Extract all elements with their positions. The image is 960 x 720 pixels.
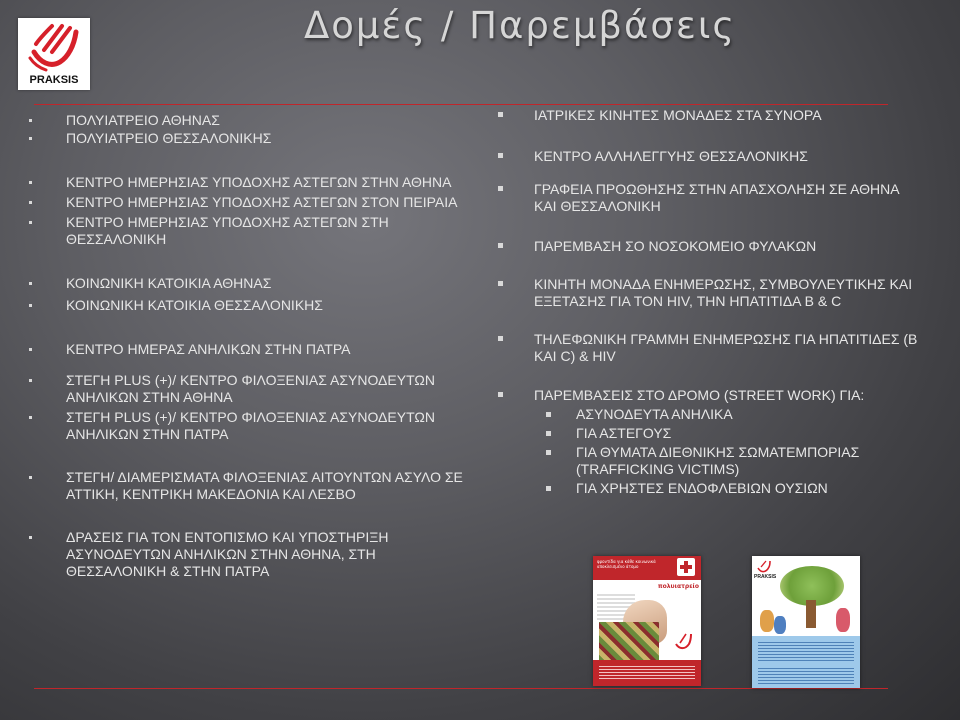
praksis-hand-icon [26,22,82,74]
bullet-icon [29,476,32,479]
list-item-text: ΠΟΛΥΙΑΤΡΕΙΟ ΘΕΣΣΑΛΟΝΙΚΗΣ [66,130,272,146]
list-item-text: ΚΕΝΤΡΟ ΗΜΕΡΑΣ ΑΝΗΛΙΚΩΝ ΣΤΗΝ ΠΑΤΡΑ [66,341,351,357]
bullet-icon [546,450,551,455]
sublist-item [576,480,924,497]
list-item-text: ΣΤΕΓΗ PLUS (+)/ ΚΕΝΤΡΟ ΦΙΛΟΞΕΝΙΑΣ ΑΣΥΝΟΔΕΥΤΩΝ ΑΝΗΛΙΚΩΝ ΣΤΗΝ ΠΑΤΡΑ [66,409,435,442]
bottom-divider [34,688,888,689]
list-item-text: ΚΕΝΤΡΟ ΗΜΕΡΗΣΙΑΣ ΥΠΟΔΟΧΗΣ ΑΣΤΕΓΩΝ ΣΤΗΝ ΑΘΗΝΑ [66,174,452,190]
bullet-icon [546,431,551,436]
brochure-info-panel [752,636,860,688]
top-divider [34,104,888,105]
sublist-item-text: ΑΣΥΝΟΔΕΥΤΑ ΑΝΗΛΙΚΑ [576,406,733,422]
bullet-icon [546,412,551,417]
bullet-icon [498,392,503,397]
list-item-text: ΠΑΡΕΜΒΑΣΕΙΣ ΣΤΟ ΔΡΟΜΟ (STREET WORK) ΓΙΑ: [534,387,865,403]
sublist-item-text: ΓΙΑ ΘΥΜΑΤΑ ΔΙΕΘΝΙΚΗΣ ΣΩΜΑΤΕΜΠΟΡΙΑΣ (TRAFFICKING VICTIMS) [576,444,860,477]
tree-trunk-icon [806,600,816,628]
list-item-text: ΠΟΛΥΙΑΤΡΕΙΟ ΑΘΗΝΑΣ [66,112,220,128]
bullet-icon [29,304,32,307]
list-item [534,276,924,310]
sublist-item [576,444,924,478]
list-item [66,297,466,314]
list-item [66,529,466,580]
logo-text: PRAKSIS [29,74,79,86]
list-item-text: ΚΟΙΝΩΝΙΚΗ ΚΑΤΟΙΚΙΑ ΑΘΗΝΑΣ [66,275,272,291]
street-work-sublist [576,406,924,497]
praksis-hand-icon [673,632,693,652]
bullet-icon [29,221,32,224]
list-item [534,107,924,124]
list-item-text: ΠΑΡΕΜΒΑΣΗ ΣΟ ΝΟΣΟΚΟΜΕΙΟ ΦΥΛΑΚΩΝ [534,238,817,254]
list-item [66,469,466,503]
children-brochure-image [752,556,860,688]
list-item [66,214,466,248]
list-item [66,341,466,358]
list-item-text: ΚΕΝΤΡΟ ΑΛΛΗΛΕΓΓΥΗΣ ΘΕΣΣΑΛΟΝΙΚΗΣ [534,148,808,164]
list-item [66,194,466,211]
left-services-list [66,112,466,580]
brochure-logo-text: PRAKSIS [754,574,777,580]
page-title: Δομές / Παρεμβάσεις [303,4,737,47]
bullet-icon [29,137,32,140]
bullet-icon [498,281,503,286]
sublist-item [576,406,924,423]
list-item-text: ΓΡΑΦΕΙΑ ΠΡΟΩΘΗΣΗΣ ΣΤΗΝ ΑΠΑΣΧΟΛΗΣΗ ΣΕ ΑΘΗΝΑ ΚΑΙ ΘΕΣΣΑΛΟΝΙΚΗ [534,181,899,214]
right-services-list [534,107,924,499]
list-item [534,331,924,365]
list-item-text: ΚΕΝΤΡΟ ΗΜΕΡΗΣΙΑΣ ΥΠΟΔΟΧΗΣ ΑΣΤΕΓΩΝ ΣΤΟΝ ΠΕΙΡΑΙΑ [66,194,458,210]
sublist-item-text: ΓΙΑ ΧΡΗΣΤΕΣ ΕΝΔΟΦΛΕΒΙΩΝ ΟΥΣΙΩΝ [576,480,828,496]
praksis-hand-icon [756,560,772,574]
sublist-item [576,425,924,442]
list-item [66,275,466,292]
praksis-logo [18,18,90,90]
bullet-icon [498,112,503,117]
list-item-text: ΙΑΤΡΙΚΕΣ ΚΙΝΗΤΕΣ ΜΟΝΑΔΕΣ ΣΤΑ ΣΥΝΟΡΑ [534,107,822,123]
brochure-heading: πολυιατρείο [657,583,699,590]
bullet-icon [29,181,32,184]
list-item [66,130,466,147]
list-item-text: ΤΗΛΕΦΩΝΙΚΗ ΓΡΑΜΜΗ ΕΝΗΜΕΡΩΣΗΣ ΓΙΑ ΗΠΑΤΙΤΙΔΕΣ (B ΚΑΙ C) & HIV [534,331,918,364]
bullet-icon [498,153,503,158]
bullet-icon [29,119,32,122]
list-item-text: ΣΤΕΓΗ PLUS (+)/ ΚΕΝΤΡΟ ΦΙΛΟΞΕΝΙΑΣ ΑΣΥΝΟΔΕΥΤΩΝ ΑΝΗΛΙΚΩΝ ΣΤΗΝ ΑΘΗΝΑ [66,372,435,405]
cross-icon [677,558,695,576]
bullet-icon [498,336,503,341]
bullet-icon [29,201,32,204]
child-figure-icon [760,610,774,632]
list-item-text: ΚΕΝΤΡΟ ΗΜΕΡΗΣΙΑΣ ΥΠΟΔΟΧΗΣ ΑΣΤΕΓΩΝ ΣΤΗ ΘΕΣΣΑΛΟΝΙΚΗ [66,214,389,247]
polyclinic-brochure-image [593,556,701,686]
bullet-icon [546,486,551,491]
child-figure-icon [774,616,786,634]
bullet-icon [29,536,32,539]
list-item [534,387,924,497]
list-item [534,181,924,215]
bullet-icon [29,416,32,419]
child-figure-icon [836,608,850,632]
bullet-icon [29,348,32,351]
list-item-text: ΣΤΕΓΗ/ ΔΙΑΜΕΡΙΣΜΑΤΑ ΦΙΛΟΞΕΝΙΑΣ ΑΙΤΟΥΝΤΩΝ ΑΣΥΛΟ ΣΕ ΑΤΤΙΚΗ, ΚΕΝΤΡΙΚΗ ΜΑΚΕΔΟΝΙΑ ΚΑΙ ΛΕΣΒΟ [66,469,463,502]
list-item-text: ΔΡΑΣΕΙΣ ΓΙΑ ΤΟΝ ΕΝΤΟΠΙΣΜΟ ΚΑΙ ΥΠΟΣΤΗΡΙΞΗ ΑΣΥΝΟΔΕΥΤΩΝ ΑΝΗΛΙΚΩΝ ΣΤΗΝ ΑΘΗΝΑ, ΣΤΗ ΘΕΣΣΑΛΟΝΙΚΗ & ΣΤΗΝ ΠΑΤΡΑ [66,529,389,579]
sublist-item-text: ΓΙΑ ΑΣΤΕΓΟΥΣ [576,425,672,441]
bullet-icon [29,282,32,285]
list-item [66,174,466,191]
list-item-text: ΚΙΝΗΤΗ ΜΟΝΑΔΑ ΕΝΗΜΕΡΩΣΗΣ, ΣΥΜΒΟΥΛΕΥΤΙΚΗΣ ΚΑΙ ΕΞΕΤΑΣΗΣ ΓΙΑ ΤΟΝ HIV, ΤΗΝ ΗΠΑΤΙΤΙΔΑ Β & C [534,276,913,309]
list-item [534,238,924,255]
brochure-banner-text: φροντίδα για κάθε κοινωνικά αποκλεισμένο άτομο [597,559,656,569]
blanket-photo-icon [599,622,659,662]
brochure-footer [593,660,701,686]
list-item [534,148,924,165]
list-item [66,112,466,129]
bullet-icon [498,243,503,248]
bullet-icon [498,186,503,191]
list-item [66,409,466,443]
bullet-icon [29,379,32,382]
list-item [66,372,466,406]
list-item-text: ΚΟΙΝΩΝΙΚΗ ΚΑΤΟΙΚΙΑ ΘΕΣΣΑΛΟΝΙΚΗΣ [66,297,323,313]
